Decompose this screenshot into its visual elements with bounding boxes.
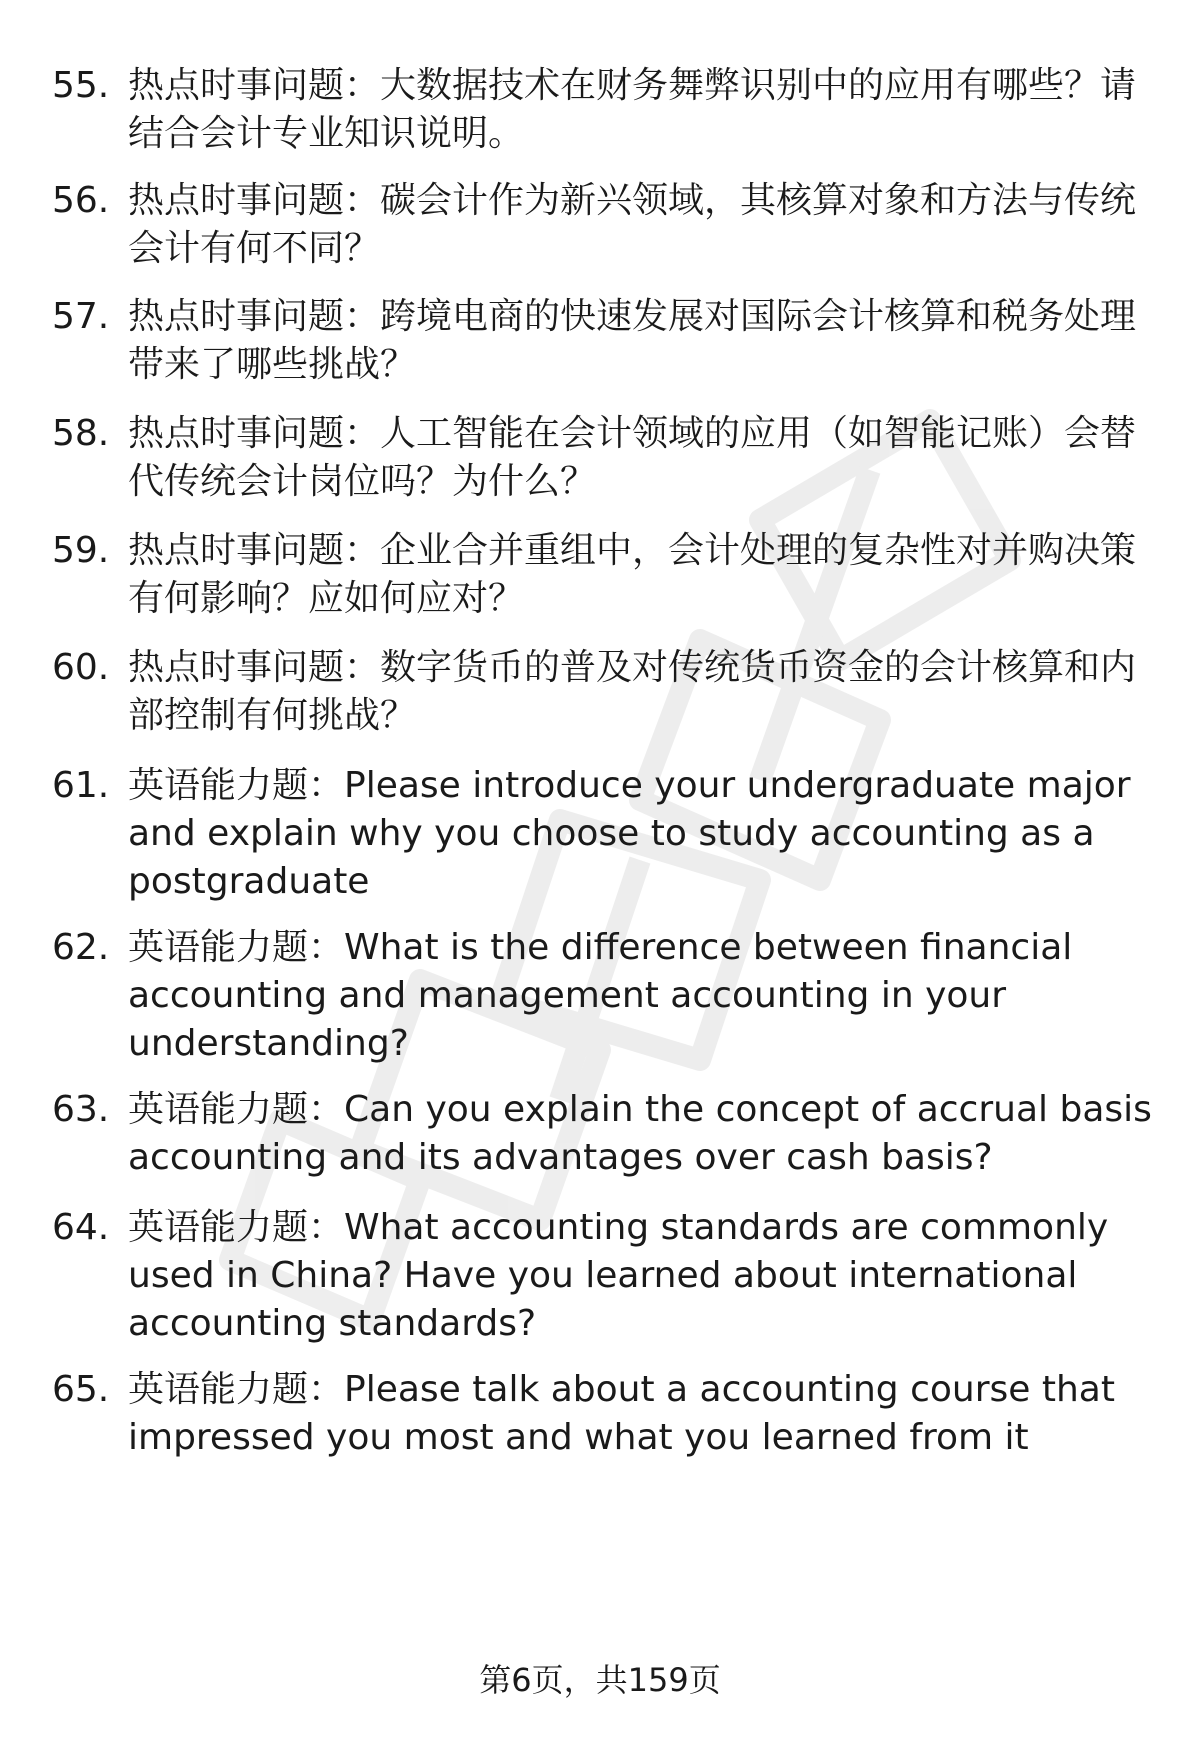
question-number: 59.: [52, 530, 110, 571]
question-number: 55.: [52, 65, 110, 106]
question-text: 英语能力题：What is the difference between financial accounting and management accounting in your understanding?: [128, 927, 1073, 1064]
question-text: 英语能力题：Can you explain the concept of accrual basis accounting and its advantages over cash basis?: [128, 1089, 1152, 1178]
question-number: 61.: [52, 765, 110, 806]
question-number: 58.: [52, 413, 110, 454]
question-text: 英语能力题：Please introduce your undergraduate major and explain why you choose to study accounting as a postgraduate: [128, 765, 1131, 902]
question-text: 热点时事问题：碳会计作为新兴领域，其核算对象和方法与传统 会计有何不同？: [128, 180, 1137, 269]
question-number: 63.: [52, 1089, 110, 1130]
question-number: 65.: [52, 1369, 110, 1410]
question-text: 热点时事问题：大数据技术在财务舞弊识别中的应用有哪些？请 结合会计专业知识说明。: [128, 65, 1137, 154]
question-text: 热点时事问题：跨境电商的快速发展对国际会计核算和税务处理 带来了哪些挑战？: [128, 296, 1137, 385]
question-text: 热点时事问题：企业合并重组中，会计处理的复杂性对并购决策 有何影响？应如何应对？: [128, 530, 1137, 619]
question-number: 60.: [52, 647, 110, 688]
question-number: 57.: [52, 296, 110, 337]
question-number: 62.: [52, 927, 110, 968]
question-text: 英语能力题：What accounting standards are commonly used in China? Have you learned about international accounting standards?: [128, 1207, 1109, 1344]
question-text: 热点时事问题：人工智能在会计领域的应用（如智能记账）会替 代传统会计岗位吗？为什么？: [128, 413, 1137, 502]
question-text: 英语能力题：Please talk about a accounting course that impressed you most and what you learned from it: [128, 1369, 1115, 1458]
question-number: 56.: [52, 180, 110, 221]
question-text: 热点时事问题：数字货币的普及对传统货币资金的会计核算和内 部控制有何挑战？: [128, 647, 1137, 736]
page-indicator: 第6页，共159页: [479, 1661, 721, 1699]
question-number: 64.: [52, 1207, 110, 1248]
